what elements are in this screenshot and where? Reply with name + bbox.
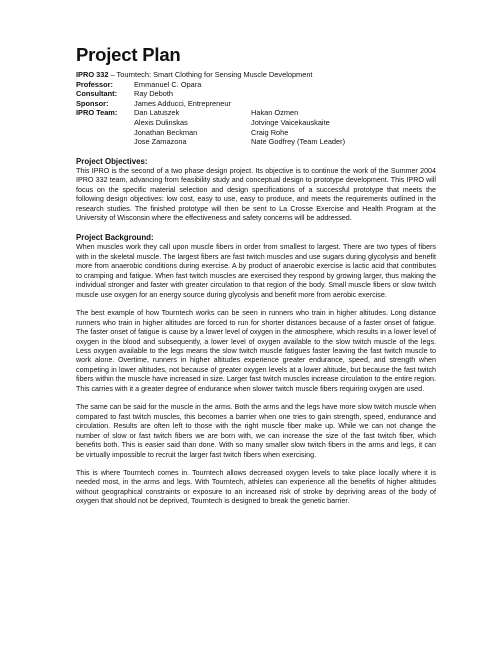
background-paragraph: The same can be said for the muscle in the arms. Both the arms and the legs have more slow twitch muscle when compared to fast twitch muscles, this becomes a barrier when one tries to gain strength, speed, endurance and circulation. Results are often left to those with the right muscle fiber make up. While we can not change the number of slow or fast twitch fibers we are born with, we can increase the size of the fast twitch fiber, which benefits both. This is easier said than done. With so many smaller slow twitch fibers in the arms and legs, it can be virtually impossible to recruit the larger fast twitch fibers when exercising. [76, 403, 436, 459]
team-label: IPRO Team: [76, 108, 118, 118]
background-heading: Project Background: [76, 233, 154, 243]
team-member: Jonathan Beckman [134, 127, 198, 137]
course-code: IPRO 332 [76, 70, 109, 79]
team-member: Jotvinge Vaicekauskaite [251, 117, 330, 127]
objectives-paragraph: This IPRO is the second of a two phase design project. Its objective is to continue the work of the Summer 2004 IPRO 332 team, advancing from feasibility study and conceptual design to prototype development. This IPRO will focus on the specific material selection and design specifications of a successful prototype that meets the following design objectives: low cost, easy to use, easy to produce, and meets the requirements outlined in the research studies. The finished prototype will then be sent to La Crosse Exercise and Health Program at the University of Wisconsin where the effectiveness and safety concerns will be addressed. [76, 166, 436, 223]
team-column-1 [134, 108, 251, 146]
background-paragraph: The best example of how Tourntech works can be seen in runners who train in higher altitudes. Long distance runners who train in higher altitudes are forced to run for shorter distances because of a faster onset of fatigue. The faster onset of fatigue is cause by a lower level of oxygen in the atmosphere, which results in a lower level of oxygen in the blood and subsequently, a lower level of oxygen available to the slow twitch muscle of the legs. Less oxygen available to the legs means the slow twitch muscle fatigues faster leaving the fast twitch muscle to work alone. Overtime, runners in higher altitudes experience greater endurance, speed, and strength when competing in lower altitudes, not because of greater oxygen levels at a lower altitude, but because the fast twitch fibers within the muscle have increased in size. Larger fast twitch muscles increase circulation to the entire region. This carries with it a greater degree of endurance when slower twitch muscle fibers requiring oxygen are used. [76, 309, 436, 393]
team-column-2 [251, 108, 436, 146]
sponsor-row [76, 99, 436, 109]
course-title: – Tourntech: Smart Clothing for Sensing Muscle Development [108, 70, 313, 79]
sponsor-label: Sponsor: [76, 98, 109, 108]
professor-value: Emmanuel C. Opara [134, 79, 202, 89]
background-paragraph: When muscles work they call upon muscle fibers in order from smallest to largest. There are two types of fibers with in the skeletal muscle. The largest fibers are fast twitch muscles and use sugars during glycolysis and benefit more from anaerobic conditions during exercise. A by product of anaerobic exercise is lactic acid that contributes to cramping and fatigue. When fast twitch muscles are exercised they respond by growing larger, thus making the individual stronger and faster with greater circulation to that region of the body. Small muscle fibers or slow twitch muscle use oxygen for an energy source during glycolysis and benefit more from aerobic exercise. [76, 243, 436, 299]
background-paragraph: This is where Tourntech comes in. Tourntech allows decreased oxygen levels to take place locally where it is needed most, in the arms and legs. With Tourntech, athletes can experience all the benefits of higher altitudes without geographical constraints or exposure to an increased risk of stroke by depriving areas of the body of oxygen that should not be deprived, Tourntech is designed to break the genetic barrier. [76, 468, 436, 506]
sponsor-value: James Adducci, Entrepreneur [134, 98, 231, 108]
team-member: Craig Rohe [251, 127, 289, 137]
professor-row [76, 80, 436, 90]
objectives-heading: Project Objectives: [76, 156, 148, 166]
document-page [76, 44, 436, 507]
consultant-value: Ray Deboth [134, 89, 174, 99]
team-member: Nate Godfrey (Team Leader) [251, 137, 346, 147]
team-member: Alexis Dulinskas [134, 117, 188, 127]
team-member: Hakan Ozmen [251, 108, 299, 118]
team-member: Jose Zamazona [134, 137, 187, 147]
consultant-row [76, 89, 436, 99]
page-title: Project Plan [76, 44, 181, 65]
course-line [76, 70, 436, 80]
consultant-label: Consultant: [76, 89, 118, 99]
professor-label: Professor: [76, 79, 113, 89]
team-block [76, 108, 436, 146]
team-member: Dan Latuszek [134, 108, 180, 118]
